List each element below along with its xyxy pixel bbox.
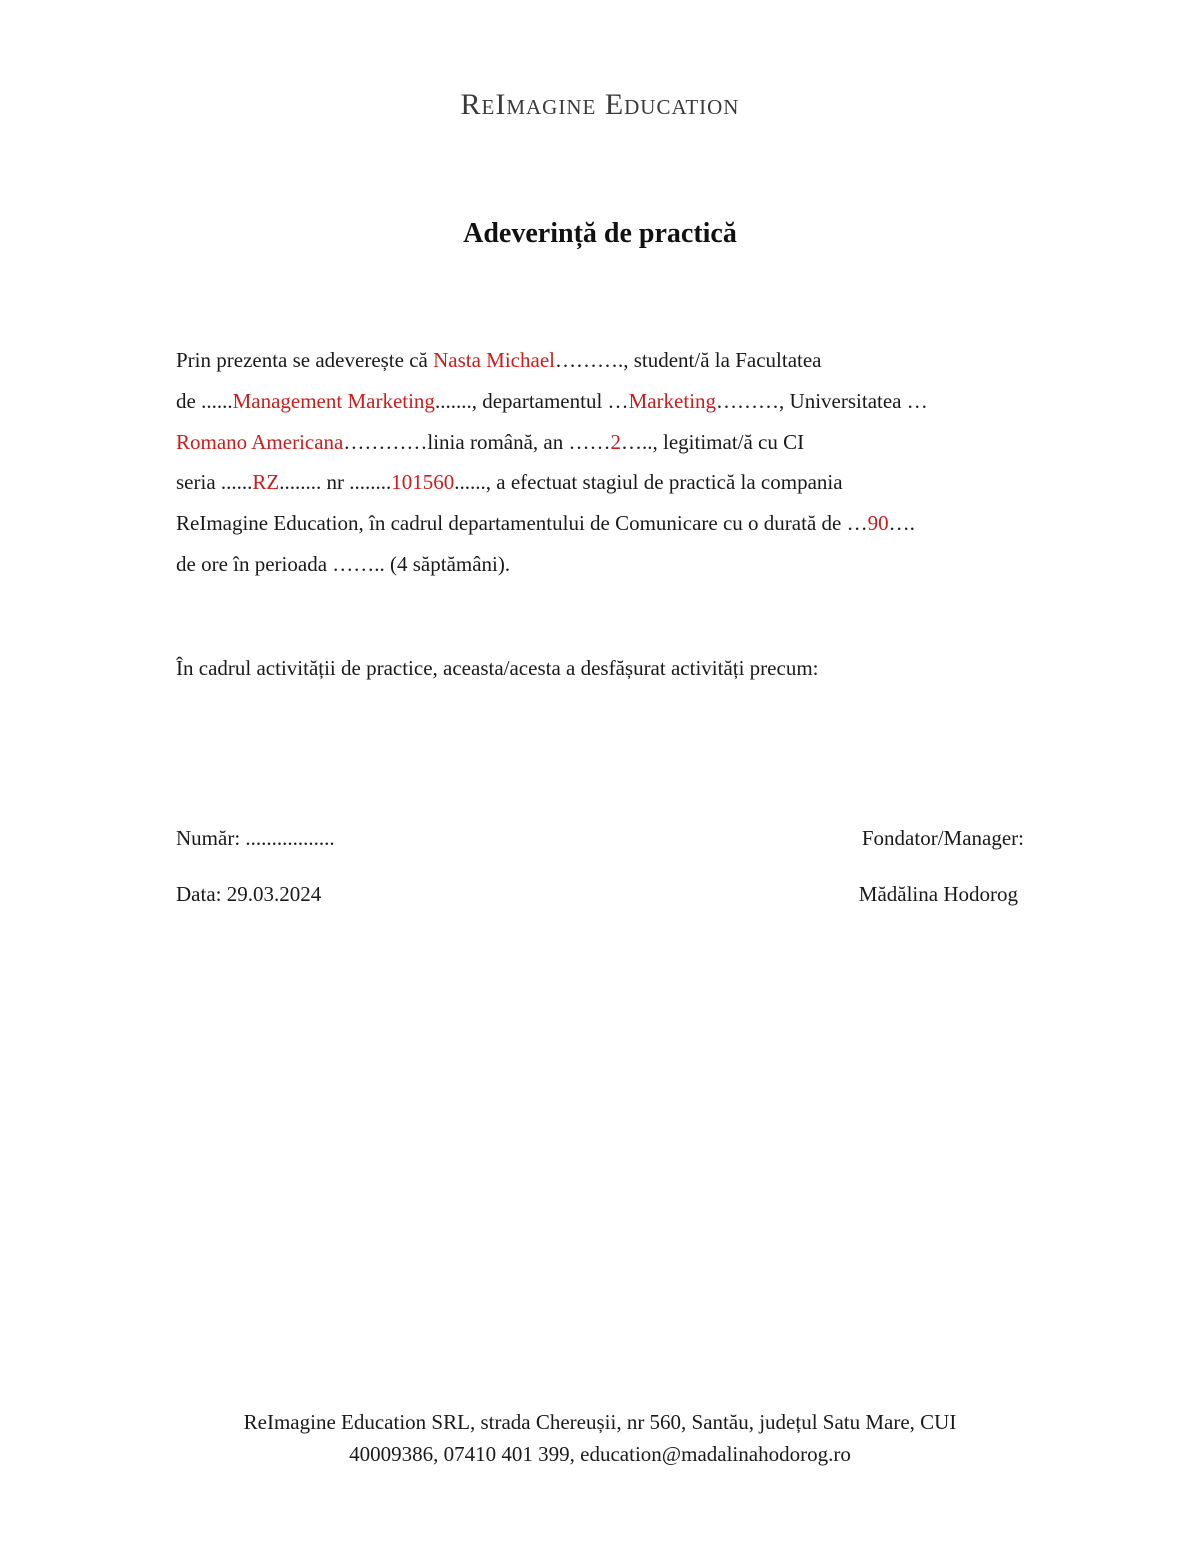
footer-line-2: 40009386, 07410 401 399, education@madalinahodorog.ro <box>349 1442 851 1466</box>
manager-name: Mădălina Hodorog <box>858 882 1018 906</box>
text-segment: ………., student/ă la Facultatea <box>554 348 822 372</box>
footer-line-1: ReImagine Education SRL, strada Chereușii, nr 560, Santău, județul Satu Mare, CUI <box>243 1410 957 1434</box>
paragraph-line-6 <box>176 544 1036 585</box>
faculty-field: Management Marketing <box>232 388 435 413</box>
text-segment: ………, Universitatea … <box>716 388 928 413</box>
certificate-paragraph <box>176 340 1036 585</box>
text-segment: …. <box>888 511 915 536</box>
document-title: Adeverință de practică <box>463 218 737 249</box>
signature-row-1 <box>176 826 1024 851</box>
text-segment: ........ nr ........ <box>279 470 392 495</box>
document-number-label: Număr: ................. <box>176 826 335 850</box>
text-segment: de ore în perioada …….. (4 săptămâni). <box>176 551 511 576</box>
signature-row-2 <box>176 882 1024 907</box>
id-number-field: 101560 <box>391 470 455 495</box>
paragraph-line-1 <box>176 340 1036 381</box>
paragraph-line-2 <box>176 381 1036 422</box>
text-segment: seria ...... <box>176 470 253 495</box>
text-segment: de ...... <box>176 388 233 413</box>
hours-field: 90 <box>867 511 889 536</box>
date-label: Data: 29.03.2024 <box>176 882 322 906</box>
manager-title-label: Fondator/Manager: <box>861 826 1024 850</box>
text-segment: ......, a efectuat stagiul de practică la compania <box>454 470 843 495</box>
company-footer <box>0 1406 1200 1470</box>
company-logo-text: ReImagine Education <box>460 88 740 121</box>
text-segment: ….., legitimat/ă cu CI <box>621 429 805 454</box>
text-segment: Prin prezenta se adeverește că <box>176 348 434 372</box>
id-series-field: RZ <box>252 470 280 495</box>
paragraph-line-3 <box>176 422 1036 463</box>
text-segment: ......., departamentul … <box>434 388 629 413</box>
text-segment: …………linia română, an …… <box>343 429 611 454</box>
paragraph-line-5 <box>176 503 1036 544</box>
student-name-field: Nasta Michael <box>433 348 555 372</box>
study-year-field: 2 <box>610 429 621 454</box>
text-segment: ReImagine Education, în cadrul departamentului de Comunicare cu o durată de … <box>176 511 868 536</box>
activities-sentence: În cadrul activității de practice, aceasta/acesta a desfășurat activități precum: <box>176 656 819 680</box>
university-field: Romano Americana <box>176 429 344 454</box>
department-field: Marketing <box>628 388 717 413</box>
paragraph-line-4 <box>176 462 1036 503</box>
